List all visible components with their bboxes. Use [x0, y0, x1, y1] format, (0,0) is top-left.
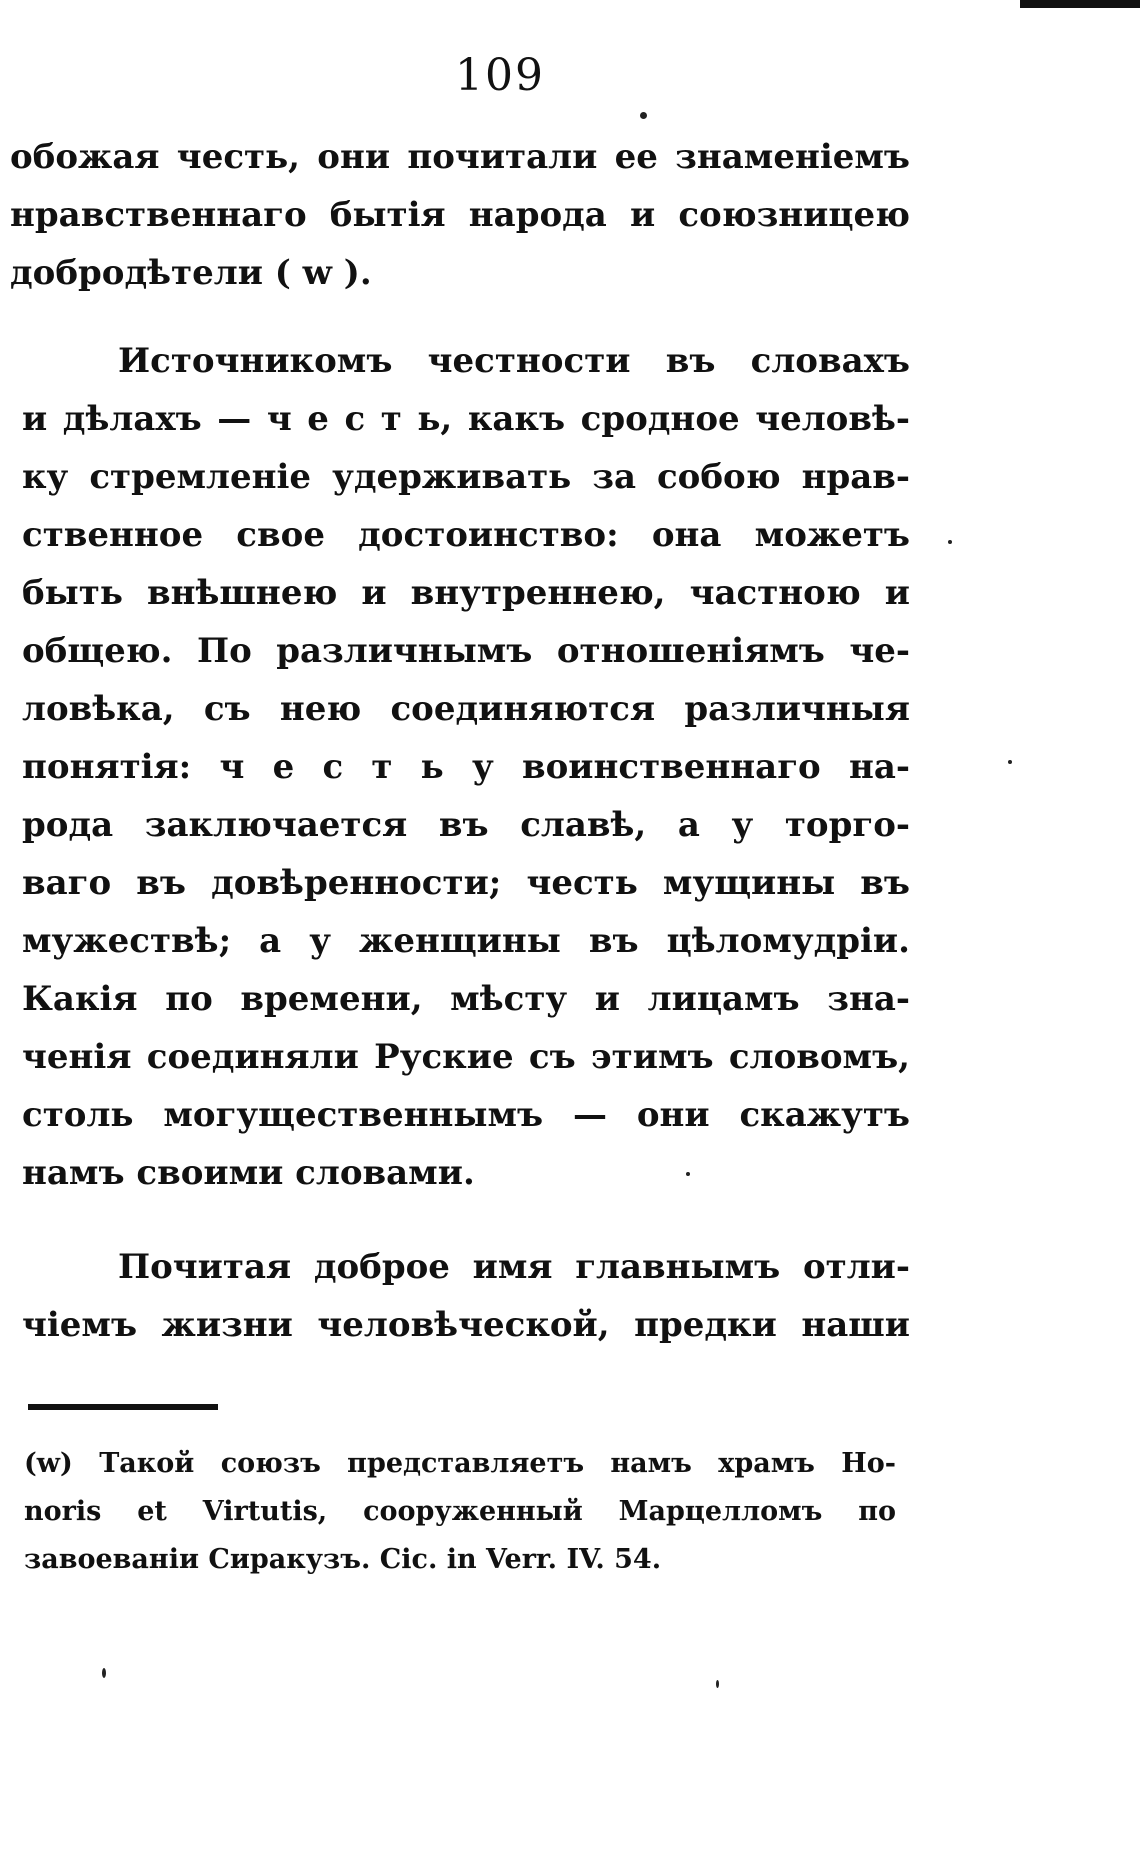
- paragraph-good-name: [22, 1238, 910, 1354]
- footnote-line: завоеваніи Сиракузъ. Cic. in Verr. IV. 54.: [24, 1544, 662, 1575]
- text-line: рода заключается въ славѣ, а у торго-: [22, 805, 910, 845]
- page-number: 109: [455, 50, 545, 101]
- scan-edge-mark: [1020, 0, 1140, 8]
- text-line: общею. По различнымъ отношеніямъ че-: [22, 631, 910, 671]
- footnote: [24, 1440, 896, 1584]
- text-line: понятія: ч е с т ь у воинственнаго на-: [22, 747, 910, 787]
- text-line: нравственнаго бытія народа и союзницею: [10, 195, 910, 235]
- text-line: и дѣлахъ — ч е с т ь, какъ сродное человѣ-: [22, 399, 910, 439]
- text-line: ку стремленіе удерживать за собою нрав-: [22, 457, 910, 497]
- text-line: чіемъ жизни человѣческой, предки наши: [22, 1305, 910, 1345]
- footnote-divider: [28, 1404, 218, 1410]
- text-line: намъ своими словами.: [22, 1153, 475, 1193]
- text-line: ловѣка, съ нею соединяются различныя: [22, 689, 910, 729]
- text-line: ваго въ довѣренности; честь мущины въ: [22, 863, 910, 903]
- text-line: добродѣтели ( w ).: [10, 253, 372, 293]
- paragraph-continuation: [10, 128, 910, 302]
- text-line: быть внѣшнею и внутреннею, частною и: [22, 573, 910, 613]
- text-line: Какія по времени, мѣсту и лицамъ зна-: [22, 979, 910, 1019]
- text-line: Почитая доброе имя главнымъ отли-: [118, 1247, 910, 1287]
- text-line: ственное свое достоинство: она можетъ: [22, 515, 910, 555]
- footnote-line: noris et Virtutis, сооруженный Марцелломъ по: [24, 1496, 896, 1527]
- text-line: Источникомъ честности въ словахъ: [118, 341, 910, 381]
- footnote-line: (w) Такой союзъ представляетъ намъ храмъ Ho-: [24, 1448, 896, 1479]
- paragraph-honor: [22, 332, 910, 1202]
- text-line: мужествѣ; а у женщины въ цѣломудріи.: [22, 921, 910, 961]
- text-line: ченія соединяли Руские съ этимъ словомъ,: [22, 1037, 910, 1077]
- text-line: столь могущественнымъ — они скажутъ: [22, 1095, 910, 1135]
- text-line: обожая честь, они почитали ее знаменіемъ: [10, 137, 910, 177]
